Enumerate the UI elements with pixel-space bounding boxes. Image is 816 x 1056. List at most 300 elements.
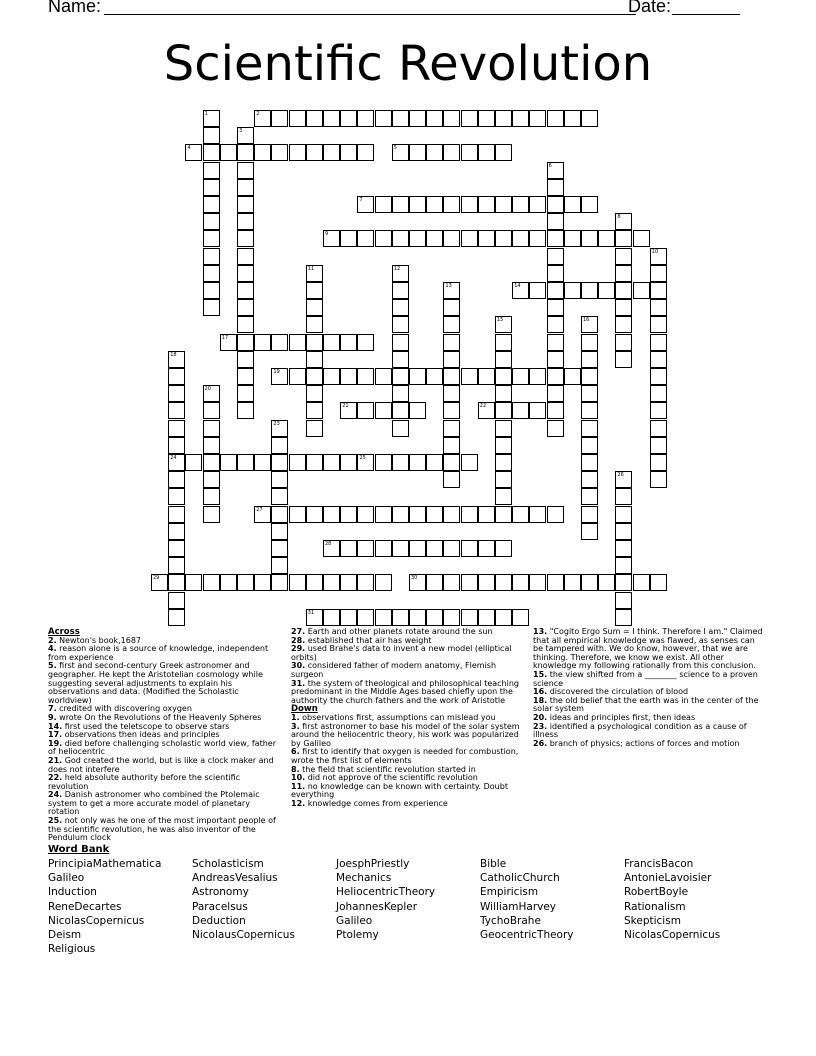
crossword-cell[interactable]	[581, 437, 598, 454]
crossword-cell[interactable]	[392, 609, 409, 626]
crossword-cell[interactable]	[203, 162, 220, 179]
crossword-cell[interactable]	[271, 557, 288, 574]
crossword-cell[interactable]	[306, 574, 323, 591]
crossword-cell[interactable]	[443, 316, 460, 333]
crossword-cell[interactable]	[323, 609, 340, 626]
crossword-cell[interactable]	[495, 144, 512, 161]
crossword-cell[interactable]	[392, 402, 409, 419]
crossword-cell[interactable]	[203, 179, 220, 196]
crossword-cell[interactable]	[650, 351, 667, 368]
crossword-cell[interactable]	[409, 196, 426, 213]
crossword-cell[interactable]	[357, 196, 374, 213]
crossword-cell[interactable]	[375, 540, 392, 557]
crossword-cell[interactable]	[340, 334, 357, 351]
crossword-cell[interactable]	[615, 334, 632, 351]
crossword-cell[interactable]	[168, 523, 185, 540]
crossword-cell[interactable]	[185, 454, 202, 471]
crossword-cell[interactable]	[306, 351, 323, 368]
crossword-cell[interactable]	[340, 368, 357, 385]
crossword-cell[interactable]	[581, 196, 598, 213]
crossword-cell[interactable]	[289, 574, 306, 591]
crossword-cell[interactable]	[615, 213, 632, 230]
crossword-cell[interactable]	[392, 385, 409, 402]
crossword-cell[interactable]	[254, 506, 271, 523]
crossword-cell[interactable]	[409, 454, 426, 471]
crossword-cell[interactable]	[306, 609, 323, 626]
crossword-cell[interactable]	[426, 454, 443, 471]
crossword-cell[interactable]	[650, 299, 667, 316]
crossword-cell[interactable]	[461, 574, 478, 591]
crossword-cell[interactable]	[495, 402, 512, 419]
crossword-cell[interactable]	[426, 609, 443, 626]
crossword-cell[interactable]	[581, 402, 598, 419]
crossword-cell[interactable]	[357, 506, 374, 523]
crossword-cell[interactable]	[615, 488, 632, 505]
crossword-cell[interactable]	[461, 368, 478, 385]
crossword-cell[interactable]	[461, 454, 478, 471]
crossword-cell[interactable]	[392, 196, 409, 213]
crossword-cell[interactable]	[547, 162, 564, 179]
crossword-cell[interactable]	[203, 506, 220, 523]
crossword-cell[interactable]	[495, 488, 512, 505]
crossword-cell[interactable]	[512, 196, 529, 213]
crossword-cell[interactable]	[168, 609, 185, 626]
crossword-cell[interactable]	[598, 230, 615, 247]
crossword-cell[interactable]	[478, 368, 495, 385]
crossword-cell[interactable]	[443, 454, 460, 471]
crossword-cell[interactable]	[461, 230, 478, 247]
crossword-cell[interactable]	[443, 471, 460, 488]
crossword-cell[interactable]	[168, 471, 185, 488]
crossword-cell[interactable]	[271, 334, 288, 351]
crossword-cell[interactable]	[512, 506, 529, 523]
crossword-cell[interactable]	[547, 299, 564, 316]
crossword-cell[interactable]	[426, 230, 443, 247]
crossword-cell[interactable]	[426, 540, 443, 557]
crossword-cell[interactable]	[547, 402, 564, 419]
crossword-cell[interactable]	[443, 574, 460, 591]
crossword-cell[interactable]	[478, 540, 495, 557]
crossword-cell[interactable]	[443, 506, 460, 523]
crossword-cell[interactable]	[237, 213, 254, 230]
crossword-cell[interactable]	[271, 506, 288, 523]
crossword-cell[interactable]	[478, 574, 495, 591]
crossword-cell[interactable]	[581, 351, 598, 368]
crossword-cell[interactable]	[650, 402, 667, 419]
crossword-cell[interactable]	[357, 574, 374, 591]
crossword-cell[interactable]	[633, 574, 650, 591]
crossword-cell[interactable]	[306, 402, 323, 419]
crossword-cell[interactable]	[392, 110, 409, 127]
crossword-cell[interactable]	[357, 230, 374, 247]
crossword-cell[interactable]	[529, 110, 546, 127]
crossword-cell[interactable]	[254, 144, 271, 161]
crossword-cell[interactable]	[512, 609, 529, 626]
crossword-cell[interactable]	[237, 402, 254, 419]
crossword-cell[interactable]	[650, 282, 667, 299]
crossword-cell[interactable]	[203, 110, 220, 127]
crossword-cell[interactable]	[615, 230, 632, 247]
crossword-cell[interactable]	[564, 230, 581, 247]
crossword-cell[interactable]	[323, 454, 340, 471]
crossword-cell[interactable]	[478, 144, 495, 161]
crossword-cell[interactable]	[529, 230, 546, 247]
crossword-cell[interactable]	[357, 334, 374, 351]
crossword-cell[interactable]	[443, 609, 460, 626]
crossword-cell[interactable]	[323, 334, 340, 351]
crossword-cell[interactable]	[168, 351, 185, 368]
crossword-cell[interactable]	[271, 368, 288, 385]
crossword-cell[interactable]	[168, 454, 185, 471]
crossword-cell[interactable]	[340, 402, 357, 419]
crossword-cell[interactable]	[340, 230, 357, 247]
crossword-cell[interactable]	[237, 351, 254, 368]
crossword-cell[interactable]	[615, 248, 632, 265]
crossword-cell[interactable]	[615, 592, 632, 609]
crossword-cell[interactable]	[375, 454, 392, 471]
crossword-cell[interactable]	[203, 144, 220, 161]
crossword-cell[interactable]	[426, 110, 443, 127]
crossword-cell[interactable]	[392, 368, 409, 385]
crossword-cell[interactable]	[271, 523, 288, 540]
crossword-cell[interactable]	[512, 282, 529, 299]
crossword-cell[interactable]	[203, 230, 220, 247]
crossword-cell[interactable]	[547, 420, 564, 437]
crossword-cell[interactable]	[598, 282, 615, 299]
crossword-cell[interactable]	[547, 385, 564, 402]
crossword-cell[interactable]	[409, 506, 426, 523]
crossword-cell[interactable]	[237, 179, 254, 196]
crossword-cell[interactable]	[461, 609, 478, 626]
crossword-cell[interactable]	[547, 316, 564, 333]
crossword-cell[interactable]	[375, 574, 392, 591]
crossword-cell[interactable]	[581, 454, 598, 471]
crossword-cell[interactable]	[203, 437, 220, 454]
crossword-cell[interactable]	[237, 196, 254, 213]
crossword-cell[interactable]	[237, 248, 254, 265]
crossword-cell[interactable]	[650, 471, 667, 488]
crossword-cell[interactable]	[581, 506, 598, 523]
crossword-cell[interactable]	[289, 506, 306, 523]
crossword-cell[interactable]	[615, 557, 632, 574]
crossword-cell[interactable]	[529, 282, 546, 299]
crossword-cell[interactable]	[392, 282, 409, 299]
crossword-cell[interactable]	[547, 574, 564, 591]
crossword-cell[interactable]	[271, 574, 288, 591]
crossword-cell[interactable]	[426, 368, 443, 385]
crossword-cell[interactable]	[220, 144, 237, 161]
crossword-cell[interactable]	[547, 196, 564, 213]
crossword-cell[interactable]	[581, 282, 598, 299]
crossword-cell[interactable]	[392, 316, 409, 333]
crossword-cell[interactable]	[529, 506, 546, 523]
crossword-cell[interactable]	[185, 574, 202, 591]
crossword-cell[interactable]	[409, 402, 426, 419]
crossword-cell[interactable]	[547, 248, 564, 265]
crossword-cell[interactable]	[392, 299, 409, 316]
crossword-cell[interactable]	[203, 265, 220, 282]
crossword-cell[interactable]	[426, 196, 443, 213]
crossword-cell[interactable]	[581, 385, 598, 402]
crossword-cell[interactable]	[289, 368, 306, 385]
crossword-cell[interactable]	[392, 351, 409, 368]
crossword-cell[interactable]	[495, 368, 512, 385]
crossword-cell[interactable]	[495, 385, 512, 402]
crossword-cell[interactable]	[237, 574, 254, 591]
crossword-cell[interactable]	[564, 110, 581, 127]
crossword-cell[interactable]	[237, 282, 254, 299]
crossword-cell[interactable]	[547, 334, 564, 351]
crossword-cell[interactable]	[615, 282, 632, 299]
crossword-cell[interactable]	[220, 574, 237, 591]
crossword-cell[interactable]	[237, 316, 254, 333]
crossword-cell[interactable]	[461, 196, 478, 213]
crossword-cell[interactable]	[271, 110, 288, 127]
crossword-cell[interactable]	[254, 110, 271, 127]
crossword-cell[interactable]	[650, 420, 667, 437]
crossword-cell[interactable]	[443, 351, 460, 368]
crossword-cell[interactable]	[375, 402, 392, 419]
crossword-cell[interactable]	[478, 402, 495, 419]
crossword-cell[interactable]	[633, 230, 650, 247]
crossword-cell[interactable]	[271, 471, 288, 488]
crossword-cell[interactable]	[409, 574, 426, 591]
crossword-cell[interactable]	[615, 523, 632, 540]
crossword-cell[interactable]	[581, 316, 598, 333]
crossword-cell[interactable]	[564, 574, 581, 591]
crossword-cell[interactable]	[443, 144, 460, 161]
crossword-cell[interactable]	[615, 506, 632, 523]
crossword-cell[interactable]	[237, 299, 254, 316]
crossword-cell[interactable]	[392, 506, 409, 523]
crossword-cell[interactable]	[650, 454, 667, 471]
crossword-cell[interactable]	[564, 196, 581, 213]
crossword-cell[interactable]	[306, 265, 323, 282]
crossword-cell[interactable]	[633, 282, 650, 299]
crossword-cell[interactable]	[323, 574, 340, 591]
crossword-cell[interactable]	[615, 265, 632, 282]
crossword-cell[interactable]	[357, 110, 374, 127]
crossword-cell[interactable]	[168, 368, 185, 385]
crossword-cell[interactable]	[203, 299, 220, 316]
crossword-cell[interactable]	[650, 574, 667, 591]
crossword-cell[interactable]	[185, 144, 202, 161]
crossword-cell[interactable]	[271, 420, 288, 437]
crossword-cell[interactable]	[547, 213, 564, 230]
crossword-cell[interactable]	[426, 574, 443, 591]
crossword-cell[interactable]	[220, 454, 237, 471]
crossword-cell[interactable]	[306, 334, 323, 351]
crossword-cell[interactable]	[443, 402, 460, 419]
crossword-cell[interactable]	[271, 437, 288, 454]
crossword-cell[interactable]	[495, 540, 512, 557]
crossword-cell[interactable]	[203, 471, 220, 488]
crossword-cell[interactable]	[547, 351, 564, 368]
crossword-cell[interactable]	[650, 316, 667, 333]
crossword-cell[interactable]	[375, 609, 392, 626]
crossword-cell[interactable]	[306, 420, 323, 437]
crossword-cell[interactable]	[478, 110, 495, 127]
crossword-cell[interactable]	[271, 540, 288, 557]
crossword-cell[interactable]	[443, 299, 460, 316]
crossword-cell[interactable]	[564, 368, 581, 385]
crossword-cell[interactable]	[237, 385, 254, 402]
crossword-cell[interactable]	[409, 230, 426, 247]
crossword-cell[interactable]	[443, 196, 460, 213]
crossword-cell[interactable]	[650, 437, 667, 454]
crossword-cell[interactable]	[306, 368, 323, 385]
crossword-cell[interactable]	[426, 144, 443, 161]
crossword-cell[interactable]	[443, 420, 460, 437]
crossword-cell[interactable]	[564, 282, 581, 299]
crossword-cell[interactable]	[306, 144, 323, 161]
crossword-cell[interactable]	[443, 437, 460, 454]
crossword-cell[interactable]	[168, 385, 185, 402]
crossword-cell[interactable]	[495, 506, 512, 523]
crossword-cell[interactable]	[306, 454, 323, 471]
crossword-cell[interactable]	[357, 144, 374, 161]
crossword-cell[interactable]	[323, 110, 340, 127]
crossword-cell[interactable]	[512, 574, 529, 591]
crossword-cell[interactable]	[495, 351, 512, 368]
crossword-cell[interactable]	[615, 540, 632, 557]
crossword-cell[interactable]	[357, 402, 374, 419]
crossword-cell[interactable]	[392, 540, 409, 557]
crossword-cell[interactable]	[581, 230, 598, 247]
crossword-cell[interactable]	[547, 110, 564, 127]
crossword-cell[interactable]	[254, 334, 271, 351]
crossword-cell[interactable]	[581, 420, 598, 437]
crossword-cell[interactable]	[529, 368, 546, 385]
crossword-cell[interactable]	[581, 488, 598, 505]
crossword-cell[interactable]	[237, 230, 254, 247]
crossword-cell[interactable]	[375, 368, 392, 385]
crossword-cell[interactable]	[323, 506, 340, 523]
crossword-cell[interactable]	[306, 316, 323, 333]
crossword-cell[interactable]	[547, 230, 564, 247]
crossword-cell[interactable]	[203, 196, 220, 213]
crossword-cell[interactable]	[409, 144, 426, 161]
crossword-cell[interactable]	[512, 368, 529, 385]
crossword-cell[interactable]	[547, 282, 564, 299]
crossword-cell[interactable]	[254, 574, 271, 591]
crossword-cell[interactable]	[203, 420, 220, 437]
crossword-cell[interactable]	[443, 334, 460, 351]
crossword-cell[interactable]	[254, 454, 271, 471]
crossword-cell[interactable]	[495, 437, 512, 454]
crossword-cell[interactable]	[340, 144, 357, 161]
crossword-cell[interactable]	[375, 230, 392, 247]
crossword-cell[interactable]	[306, 385, 323, 402]
crossword-cell[interactable]	[271, 488, 288, 505]
crossword-cell[interactable]	[220, 334, 237, 351]
crossword-cell[interactable]	[271, 144, 288, 161]
crossword-cell[interactable]	[495, 196, 512, 213]
crossword-cell[interactable]	[581, 368, 598, 385]
crossword-cell[interactable]	[237, 454, 254, 471]
crossword-cell[interactable]	[392, 334, 409, 351]
crossword-cell[interactable]	[375, 196, 392, 213]
crossword-cell[interactable]	[306, 282, 323, 299]
crossword-cell[interactable]	[237, 265, 254, 282]
crossword-cell[interactable]	[271, 454, 288, 471]
crossword-cell[interactable]	[289, 334, 306, 351]
crossword-cell[interactable]	[443, 282, 460, 299]
crossword-cell[interactable]	[237, 127, 254, 144]
crossword-cell[interactable]	[650, 265, 667, 282]
crossword-cell[interactable]	[443, 368, 460, 385]
crossword-cell[interactable]	[306, 299, 323, 316]
crossword-cell[interactable]	[615, 299, 632, 316]
crossword-cell[interactable]	[392, 454, 409, 471]
crossword-cell[interactable]	[650, 248, 667, 265]
crossword-cell[interactable]	[461, 540, 478, 557]
crossword-cell[interactable]	[650, 334, 667, 351]
crossword-cell[interactable]	[478, 506, 495, 523]
crossword-cell[interactable]	[168, 437, 185, 454]
crossword-cell[interactable]	[443, 110, 460, 127]
crossword-cell[interactable]	[203, 282, 220, 299]
crossword-cell[interactable]	[289, 454, 306, 471]
crossword-cell[interactable]	[375, 110, 392, 127]
crossword-cell[interactable]	[512, 230, 529, 247]
crossword-cell[interactable]	[581, 523, 598, 540]
crossword-cell[interactable]	[461, 144, 478, 161]
crossword-cell[interactable]	[340, 540, 357, 557]
crossword-cell[interactable]	[495, 574, 512, 591]
crossword-cell[interactable]	[478, 230, 495, 247]
crossword-cell[interactable]	[357, 609, 374, 626]
crossword-cell[interactable]	[495, 471, 512, 488]
crossword-cell[interactable]	[547, 368, 564, 385]
crossword-cell[interactable]	[478, 196, 495, 213]
crossword-cell[interactable]	[203, 574, 220, 591]
crossword-cell[interactable]	[615, 316, 632, 333]
crossword-cell[interactable]	[203, 488, 220, 505]
crossword-cell[interactable]	[581, 574, 598, 591]
crossword-cell[interactable]	[392, 265, 409, 282]
crossword-cell[interactable]	[495, 110, 512, 127]
crossword-cell[interactable]	[443, 540, 460, 557]
crossword-cell[interactable]	[357, 454, 374, 471]
crossword-cell[interactable]	[615, 351, 632, 368]
crossword-cell[interactable]	[289, 144, 306, 161]
crossword-cell[interactable]	[409, 368, 426, 385]
crossword-cell[interactable]	[203, 213, 220, 230]
crossword-cell[interactable]	[306, 506, 323, 523]
crossword-cell[interactable]	[529, 196, 546, 213]
crossword-cell[interactable]	[375, 506, 392, 523]
crossword-cell[interactable]	[340, 574, 357, 591]
crossword-cell[interactable]	[443, 230, 460, 247]
crossword-cell[interactable]	[203, 385, 220, 402]
crossword-cell[interactable]	[409, 609, 426, 626]
crossword-cell[interactable]	[168, 420, 185, 437]
crossword-cell[interactable]	[426, 506, 443, 523]
crossword-cell[interactable]	[289, 110, 306, 127]
crossword-cell[interactable]	[409, 540, 426, 557]
crossword-cell[interactable]	[443, 385, 460, 402]
crossword-cell[interactable]	[323, 540, 340, 557]
crossword-cell[interactable]	[237, 144, 254, 161]
crossword-cell[interactable]	[168, 557, 185, 574]
crossword-cell[interactable]	[323, 144, 340, 161]
crossword-cell[interactable]	[203, 402, 220, 419]
crossword-cell[interactable]	[203, 248, 220, 265]
crossword-cell[interactable]	[529, 402, 546, 419]
crossword-cell[interactable]	[495, 334, 512, 351]
crossword-cell[interactable]	[461, 506, 478, 523]
